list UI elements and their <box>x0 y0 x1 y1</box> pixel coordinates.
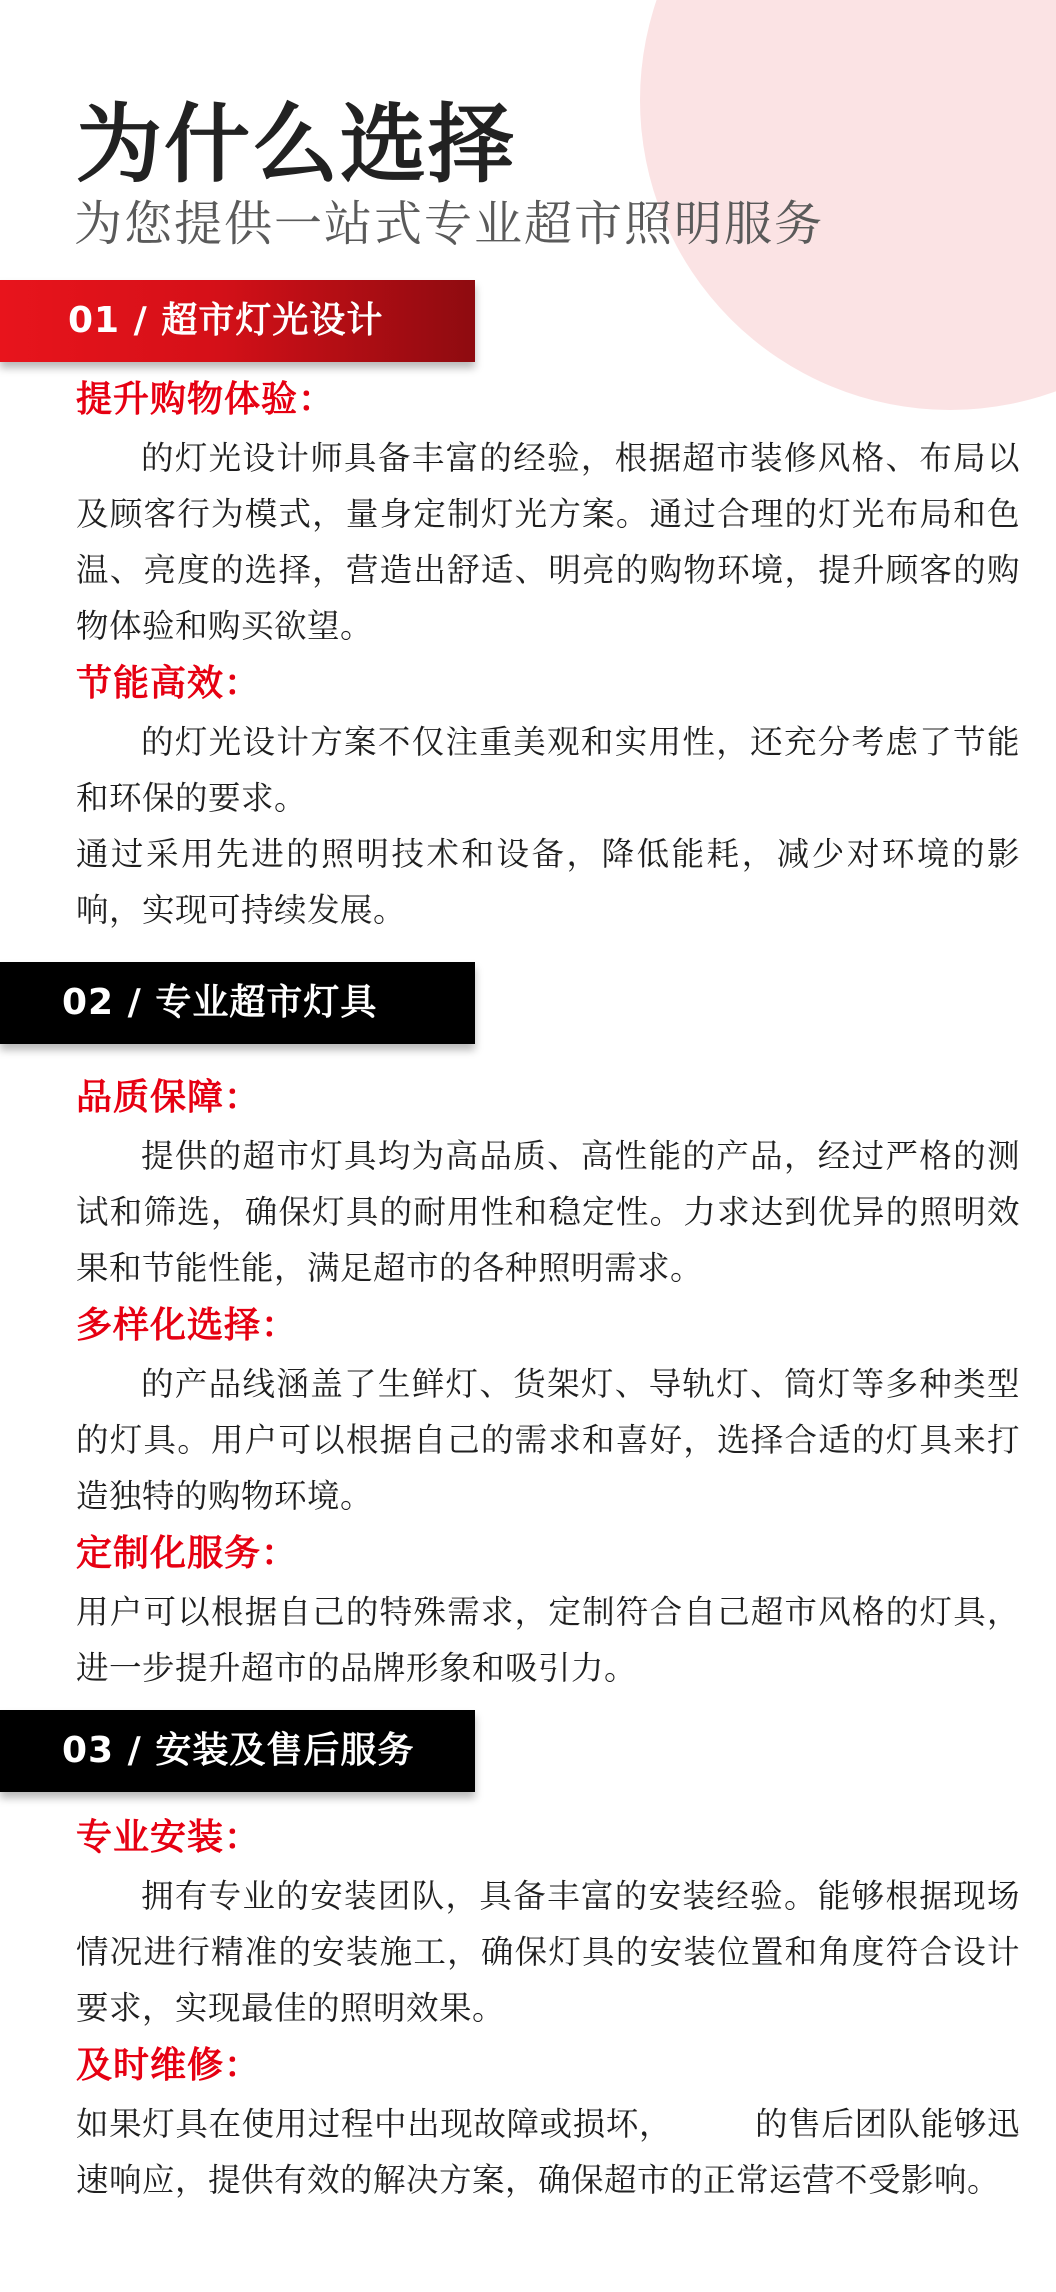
item-heading: 品质保障： <box>76 1077 262 1118</box>
section-content <box>0 1792 1056 2208</box>
item-paragraph: 的灯光设计方案不仅注重美观和实用性，还充分考虑了节能和环保的要求。 <box>76 723 1020 817</box>
section-banner <box>0 280 475 362</box>
section-banner-label: 01 / 超市灯光设计 <box>68 300 384 341</box>
section-banner <box>0 962 475 1044</box>
item-paragraph: 拥有专业的安装团队，具备丰富的安装经验。能够根据现场情况进行精准的安装施工，确保灯具的安装位置和角度符合设计要求，实现最佳的照明效果。 <box>76 1877 1020 2027</box>
page-subtitle: 为您提供一站式专业超市照明服务 <box>74 196 825 252</box>
section-banner-label: 02 / 专业超市灯具 <box>62 982 378 1023</box>
item-paragraph: 通过采用先进的照明技术和设备，降低能耗，减少对环境的影响，实现可持续发展。 <box>76 835 1020 929</box>
section-content <box>0 1044 1056 1696</box>
item-paragraph: 的灯光设计师具备丰富的经验，根据超市装修风格、布局以及顾客行为模式，量身定制灯光方案。通过合理的灯光布局和色温、亮度的选择，营造出舒适、明亮的购物环境，提升顾客的购物体验和购买欲望。 <box>76 439 1020 645</box>
page-title: 为什么选择 <box>76 95 516 195</box>
section-banner <box>0 1710 475 1792</box>
item-paragraph: 的产品线涵盖了生鲜灯、货架灯、导轨灯、筒灯等多种类型的灯具。用户可以根据自己的需求和喜好，选择合适的灯具来打造独特的购物环境。 <box>76 1365 1020 1515</box>
item-paragraph: 如果灯具在使用过程中出现故障或损坏， 的售后团队能够迅速响应，提供有效的解决方案，确保超市的正常运营不受影响。 <box>76 2105 1020 2199</box>
section-installation-service <box>0 1710 1056 2208</box>
section-banner-label: 03 / 安装及售后服务 <box>62 1730 415 1771</box>
section-lighting-fixtures <box>0 962 1056 1696</box>
item-heading: 节能高效： <box>76 663 262 704</box>
item-heading: 提升购物体验： <box>76 379 336 420</box>
item-paragraph: 提供的超市灯具均为高品质、高性能的产品，经过严格的测试和筛选，确保灯具的耐用性和稳定性。力求达到优异的照明效果和节能性能，满足超市的各种照明需求。 <box>76 1137 1020 1287</box>
section-lighting-design <box>0 280 1056 938</box>
item-heading: 及时维修： <box>76 2045 262 2086</box>
section-content <box>0 362 1056 938</box>
item-heading: 定制化服务： <box>76 1533 299 1574</box>
item-heading: 专业安装： <box>76 1817 262 1858</box>
item-heading: 多样化选择： <box>76 1305 299 1346</box>
item-paragraph: 用户可以根据自己的特殊需求，定制符合自己超市风格的灯具，进一步提升超市的品牌形象和吸引力。 <box>76 1593 1020 1687</box>
